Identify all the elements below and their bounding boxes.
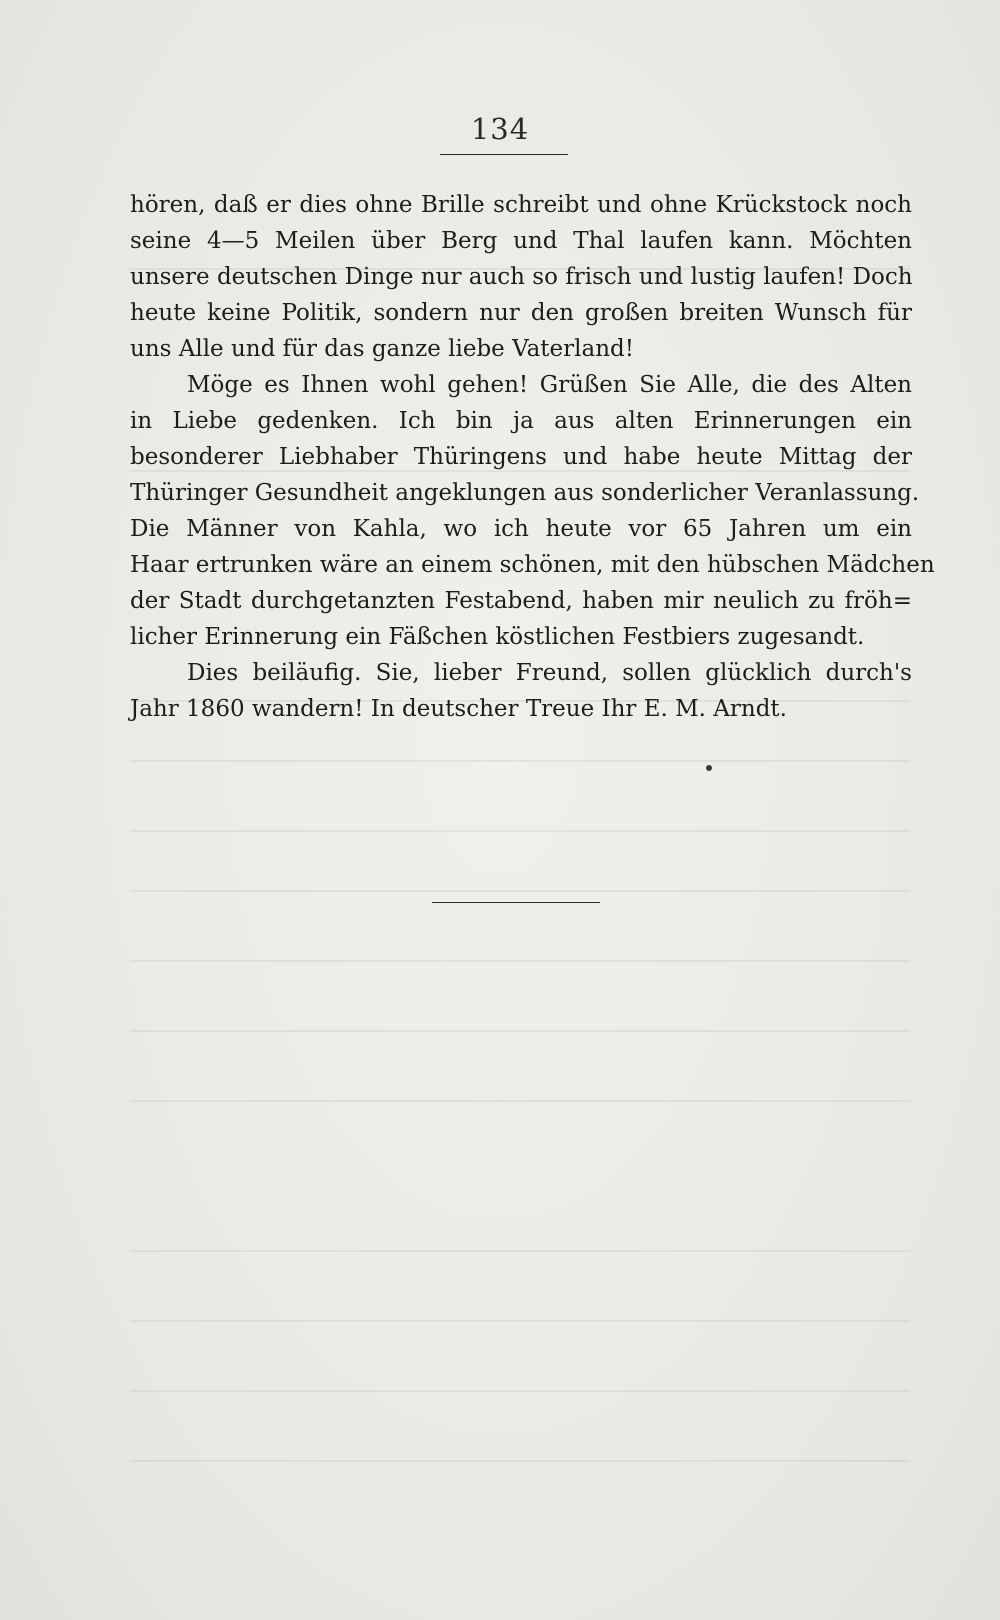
show-through-line [130, 1030, 910, 1032]
show-through-line [130, 890, 910, 892]
text-line: Dies beiläufig. Sie, lieber Freund, sollen glücklich durch's [187, 660, 912, 686]
text-line: Jahr 1860 wandern! In deutscher Treue Ihr E. M. Arndt. [130, 696, 787, 722]
header-rule [440, 154, 568, 155]
text-line: licher Erinnerung ein Fäßchen köstlichen Festbiers zugesandt. [130, 624, 865, 650]
show-through-line [130, 1250, 910, 1252]
show-through-line [130, 830, 910, 832]
text-line: besonderer Liebhaber Thüringens und habe heute Mittag der [130, 444, 912, 470]
text-line: Haar ertrunken wäre an einem schönen, mit den hübschen Mädchen [130, 552, 935, 578]
text-line: in Liebe gedenken. Ich bin ja aus alten Erinnerungen ein [130, 408, 912, 434]
page-number: 134 [470, 112, 530, 146]
text-line: hören, daß er dies ohne Brille schreibt und ohne Krückstock noch [130, 192, 912, 218]
text-line: Möge es Ihnen wohl gehen! Grüßen Sie Alle, die des Alten [187, 372, 912, 398]
show-through-line [130, 1390, 910, 1392]
text-line: heute keine Politik, sondern nur den großen breiten Wunsch für [130, 300, 912, 326]
ink-dot [706, 765, 712, 771]
text-line: der Stadt durchgetanzten Festabend, haben mir neulich zu fröh= [130, 588, 912, 614]
show-through-line [130, 1320, 910, 1322]
text-line: Thüringer Gesundheit angeklungen aus sonderlicher Veranlassung. [130, 480, 920, 506]
text-line: unsere deutschen Dinge nur auch so frisch und lustig laufen! Doch [130, 264, 913, 290]
show-through-line [130, 760, 910, 762]
text-line: uns Alle und für das ganze liebe Vaterland! [130, 336, 634, 362]
section-end-rule [432, 902, 600, 903]
text-line: Die Männer von Kahla, wo ich heute vor 65 Jahren um ein [130, 516, 912, 542]
show-through-line [130, 1100, 910, 1102]
show-through-line [130, 960, 910, 962]
letter-text [130, 187, 935, 727]
show-through-line [130, 1460, 910, 1462]
text-line: seine 4—5 Meilen über Berg und Thal laufen kann. Möchten [130, 228, 912, 254]
